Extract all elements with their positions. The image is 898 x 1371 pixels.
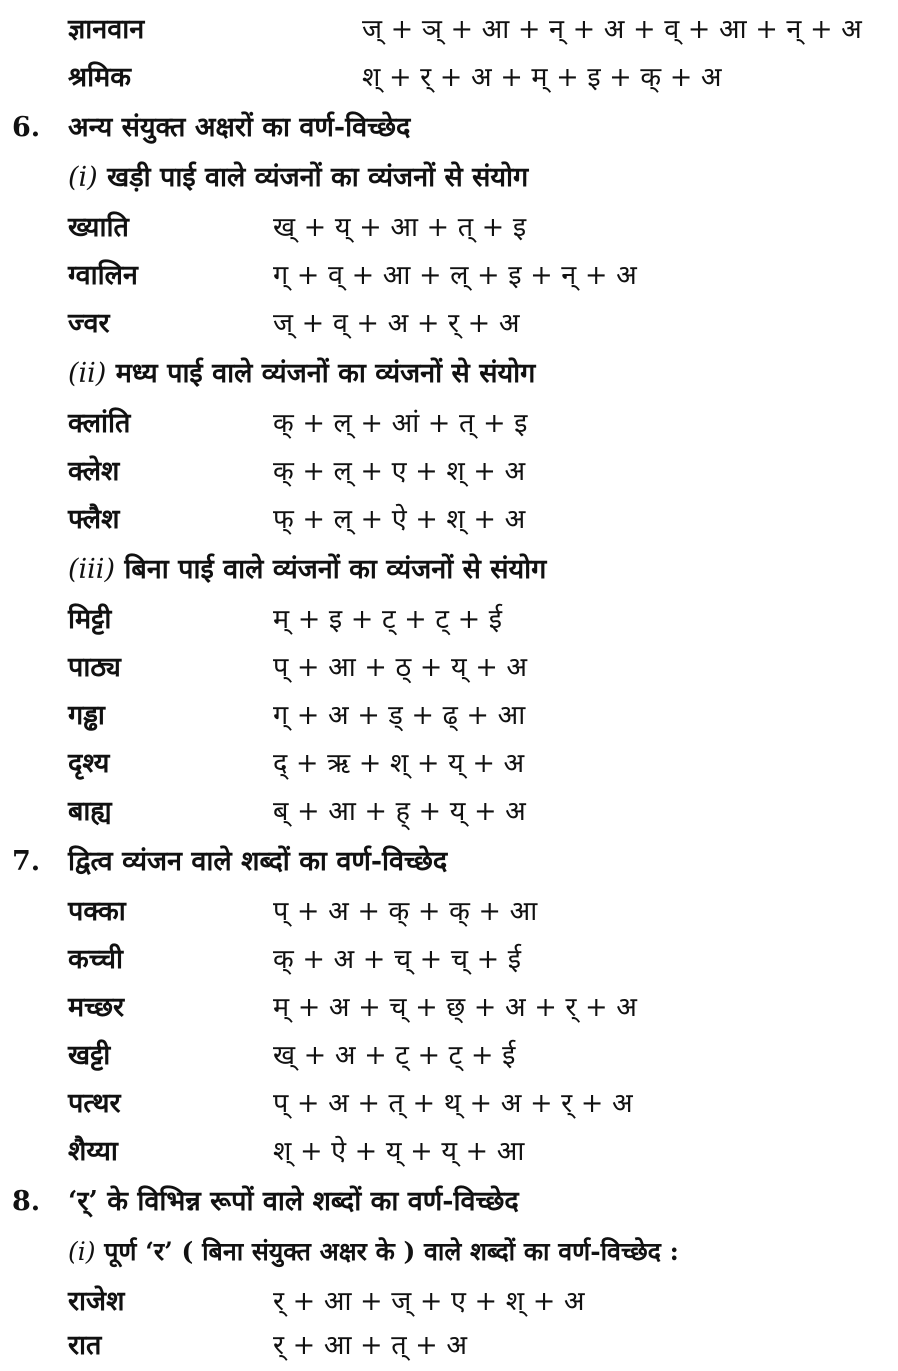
word-split: क् + ल् + आं + त् + इ — [273, 408, 528, 439]
table-row — [0, 400, 898, 448]
word: ज्ञानवान — [68, 14, 145, 45]
subsection-heading — [0, 350, 898, 398]
word: पत्थर — [68, 1088, 121, 1119]
table-row — [0, 1278, 898, 1326]
word: गड्ढा — [68, 700, 105, 731]
section-heading — [0, 1178, 898, 1226]
subsection-title — [68, 154, 528, 202]
table-row — [0, 204, 898, 252]
word-split: प् + आ + ठ् + य् + अ — [273, 652, 528, 683]
section-title: अन्य संयुक्त अक्षरों का वर्ण-विच्छेद — [68, 112, 411, 143]
word: श्रमिक — [68, 62, 131, 93]
word-split: प् + अ + त् + थ् + अ + र् + अ — [273, 1088, 633, 1119]
word: बाह्य — [68, 796, 112, 827]
subsection-heading — [0, 1228, 898, 1276]
table-row — [0, 692, 898, 740]
word-split: फ् + ल् + ऐ + श् + अ — [273, 504, 526, 535]
subsection-title-text: पूर्ण ‘र’ ( बिना संयुक्त अक्षर के ) वाले शब्दों का वर्ण-विच्छेद : — [104, 1237, 679, 1266]
word-split: ख् + अ + ट् + ट् + ई — [273, 1040, 516, 1071]
word: मच्छर — [68, 992, 125, 1023]
table-row — [0, 1032, 898, 1080]
word-split: प् + अ + क् + क् + आ — [273, 896, 538, 927]
word-split: ज् + व् + अ + र् + अ — [273, 308, 520, 339]
table-row — [0, 6, 898, 54]
word-split: क् + ल् + ए + श् + अ — [273, 456, 526, 487]
word: पक्का — [68, 896, 126, 927]
table-row — [0, 252, 898, 300]
table-row — [0, 936, 898, 984]
subsection-title — [68, 546, 546, 594]
table-row — [0, 788, 898, 836]
subsection-heading — [0, 546, 898, 594]
word-split: ग् + अ + ड् + ढ् + आ — [273, 700, 526, 731]
word: ग्वालिन — [68, 260, 138, 291]
word: खट्टी — [68, 1040, 111, 1071]
word-split: श् + र् + अ + म् + इ + क् + अ — [362, 62, 722, 93]
word-split: म् + इ + ट् + ट् + ई — [273, 604, 503, 635]
word-split: म् + अ + च् + छ् + अ + र् + अ — [273, 992, 637, 1023]
subsection-title-text: खड़ी पाई वाले व्यंजनों का व्यंजनों से संयोग — [107, 162, 529, 193]
table-row — [0, 1128, 898, 1176]
table-row — [0, 54, 898, 102]
word: पाठ्य — [68, 652, 121, 683]
word-split: ग् + व् + आ + ल् + इ + न् + अ — [273, 260, 637, 291]
word-split: र् + आ + त् + अ — [273, 1330, 468, 1361]
subsection-title-text: बिना पाई वाले व्यंजनों का व्यंजनों से संयोग — [124, 554, 547, 585]
word-split: ख् + य् + आ + त् + इ — [273, 212, 527, 243]
table-row — [0, 1080, 898, 1128]
word: मिट्टी — [68, 604, 112, 635]
section-number: 6. — [12, 112, 41, 143]
subsection-title — [68, 1228, 679, 1276]
word: क्लांति — [68, 408, 131, 439]
table-row — [0, 888, 898, 936]
table-row — [0, 596, 898, 644]
table-row — [0, 300, 898, 348]
roman-numeral: (ii) — [68, 358, 107, 389]
table-row — [0, 448, 898, 496]
section-title: द्वित्व व्यंजन वाले शब्दों का वर्ण-विच्छेद — [68, 846, 448, 877]
section-heading — [0, 104, 898, 152]
section-number: 8. — [12, 1186, 41, 1217]
roman-numeral: (i) — [68, 162, 98, 193]
word: दृश्य — [68, 748, 110, 779]
word: राजेश — [68, 1286, 125, 1317]
word: शैय्या — [68, 1136, 118, 1167]
subsection-title-text: मध्य पाई वाले व्यंजनों का व्यंजनों से संयोग — [115, 358, 536, 389]
roman-numeral: (iii) — [68, 554, 115, 585]
section-number: 7. — [12, 846, 41, 877]
word-split: क् + अ + च् + च् + ई — [273, 944, 522, 975]
word: फ्लैश — [68, 504, 120, 535]
word: ख्याति — [68, 212, 129, 243]
table-row — [0, 984, 898, 1032]
word: ज्वर — [68, 308, 110, 339]
table-row — [0, 740, 898, 788]
section-heading — [0, 838, 898, 886]
word-split: ज् + ञ् + आ + न् + अ + व् + आ + न् + अ — [362, 14, 862, 45]
word-split: द् + ऋ + श् + य् + अ — [273, 748, 525, 779]
word: क्लेश — [68, 456, 120, 487]
table-row — [0, 1322, 898, 1370]
word: कच्ची — [68, 944, 124, 975]
table-row — [0, 496, 898, 544]
table-row — [0, 644, 898, 692]
word-split: श् + ऐ + य् + य् + आ — [273, 1136, 525, 1167]
word-split: ब् + आ + ह् + य् + अ — [273, 796, 526, 827]
section-title: ‘र्’ के विभिन्न रूपों वाले शब्दों का वर्ण-विच्छेद — [68, 1186, 519, 1217]
roman-numeral: (i) — [68, 1237, 96, 1266]
word-split: र् + आ + ज् + ए + श् + अ — [273, 1286, 585, 1317]
subsection-title — [68, 350, 535, 398]
word: रात — [68, 1330, 102, 1361]
subsection-heading — [0, 154, 898, 202]
